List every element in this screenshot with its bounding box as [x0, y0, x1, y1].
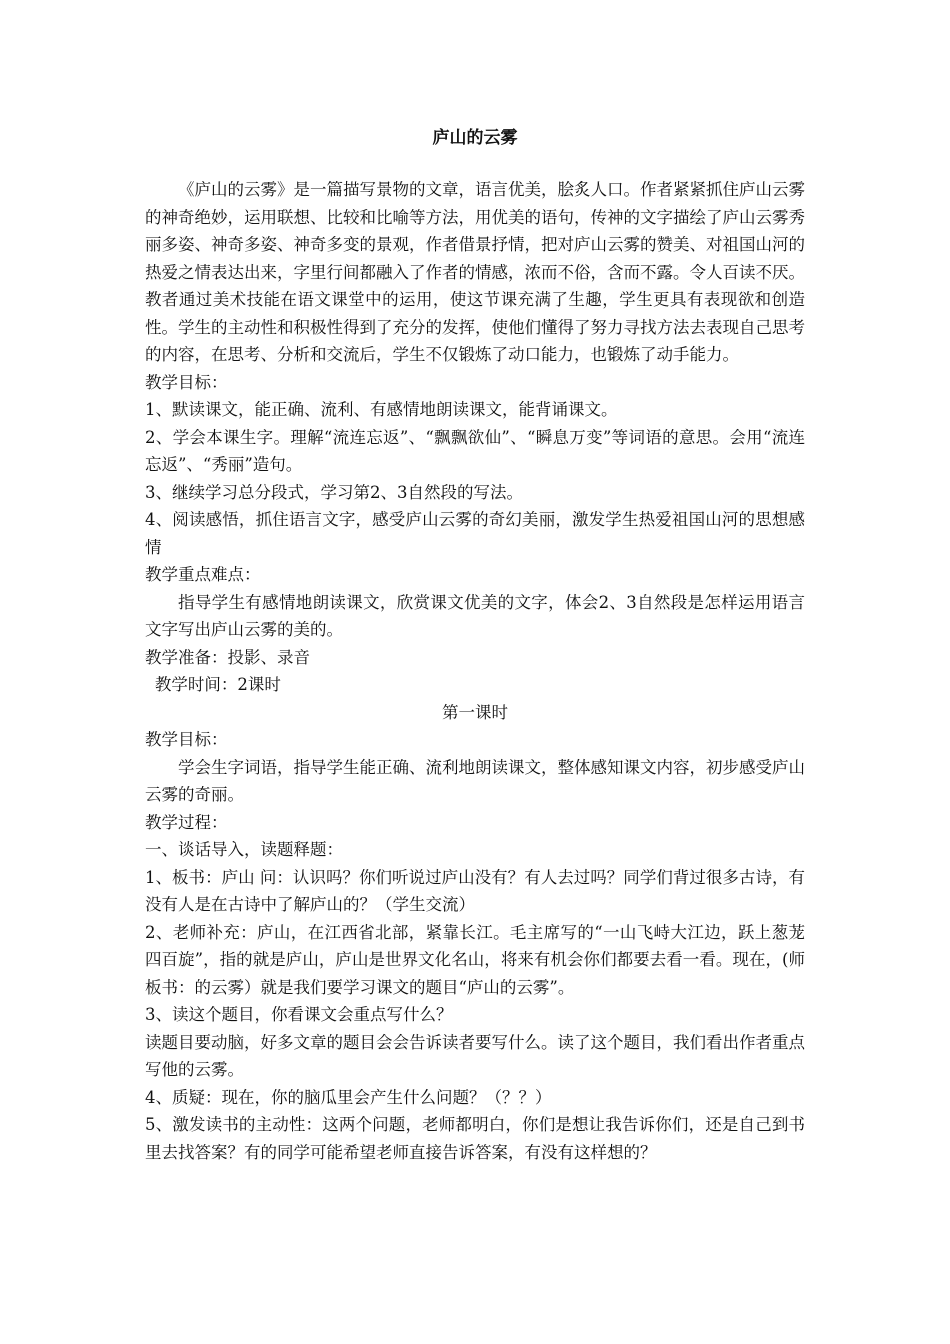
- process-item: 3、读这个题目，你看课文会重点写什么？: [145, 1005, 453, 1024]
- goal-item: 1、默读课文，能正确、流利、有感情地朗读课文，能背诵课文。: [145, 400, 618, 419]
- goal-item: 2、学会本课生字。理解“流连忘返”、“飘飘欲仙”、“瞬息万变”等词语的意思。会用“流连忘返”、“秀丽”造句。: [145, 427, 805, 474]
- goal-item: 3、继续学习总分段式，学习第2、3自然段的写法。: [145, 482, 523, 502]
- lesson-goals-paragraph: 学会生字词语，指导学生能正确、流利地朗读课文，整体感知课文内容，初步感受庐山云雾的奇丽。: [145, 757, 805, 804]
- process-item: 一、谈话导入，读题释题：: [145, 840, 343, 859]
- lesson-heading: 第一课时: [442, 702, 508, 722]
- process-item: 5、激发读书的主动性：这两个问题，老师都明白，你们是想让我告诉你们，还是自己到书里去找答案？有的同学可能希望老师直接告诉答案，有没有这样想的？: [145, 1115, 805, 1162]
- process-heading: 教学过程：: [145, 812, 228, 832]
- goals-heading: 教学目标：: [145, 372, 228, 392]
- document-title: 庐山的云雾: [432, 128, 518, 148]
- keypoints-paragraph: 指导学生有感情地朗读课文，欣赏课文优美的文字，体会2、3自然段是怎样运用语言文字写出庐山云雾的美的。: [145, 592, 805, 639]
- keypoints-heading: 教学重点难点：: [145, 565, 261, 584]
- intro-paragraph: 《庐山的云雾》是一篇描写景物的文章，语言优美，脍炙人口。作者紧紧抓住庐山云雾的神奇绝妙，运用联想、比较和比喻等方法，用优美的语句，传神的文字描绘了庐山云雾秀丽多姿、神奇多姿、神奇多变的景观，作者借景抒情，把对庐山云雾的赞美、对祖国山河的热爱之情表达出来，字里行间都融入了作者的情感，浓而不俗，含而不露。令人百读不厌。教者通过美术技能在语文课堂中的运用，使这节课充满了生趣，学生更具有表现欲和创造性。学生的主动性和积极性得到了充分的发挥，使他们懂得了努力寻找方法去表现自己思考的内容，在思考、分析和交流后，学生不仅锻炼了动口能力，也锻炼了动手能力。: [145, 180, 805, 364]
- process-item: 4、质疑：现在，你的脑瓜里会产生什么问题？（？？）: [145, 1087, 552, 1107]
- process-item: 读题目要动脑，好多文章的题目会会告诉读者要写什么。读了这个题目，我们看出作者重点写他的云雾。: [145, 1032, 805, 1079]
- document-body: [145, 176, 805, 1166]
- process-item: 1、板书：庐山 问：认识吗？你们听说过庐山没有？有人去过吗？同学们背过很多古诗，有没有人是在古诗中了解庐山的？（学生交流）: [145, 867, 805, 914]
- process-item: 2、老师补充：庐山，在江西省北部，紧靠长江。毛主席写的“一山飞峙大江边，跃上葱茏四百旋”，指的就是庐山，庐山是世界文化名山，将来有机会你们都要去看一看。现在，(师板书：的云雾）就是我们要学习课文的题目“庐山的云雾”。: [145, 922, 805, 997]
- prep-line: 教学准备：投影、录音: [145, 647, 310, 667]
- time-line: 教学时间：2课时: [154, 675, 281, 694]
- goal-item: 4、阅读感悟，抓住语言文字，感受庐山云雾的奇幻美丽，激发学生热爱祖国山河的思想感情: [145, 510, 805, 557]
- lesson-goals-heading: 教学目标：: [145, 730, 228, 749]
